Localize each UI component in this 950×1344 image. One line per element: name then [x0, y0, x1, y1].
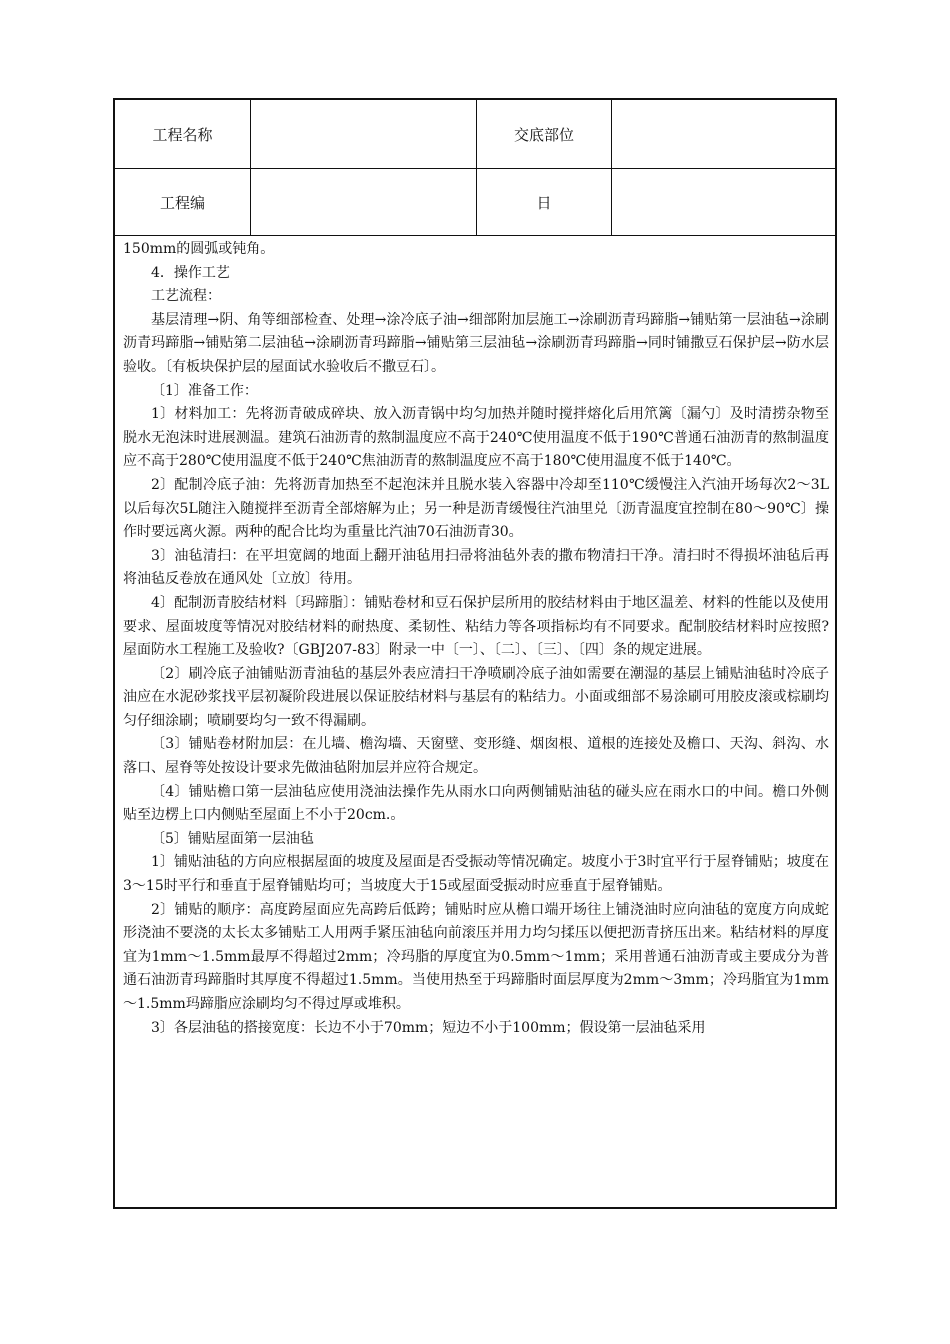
header-divider: [115, 235, 835, 236]
paragraph: 1〕铺贴油毡的方向应根据屋面的坡度及屋面是否受振动等情况确定。坡度小于3时宜平行于屋脊铺贴；坡度在3～15时平行和垂直于屋脊铺贴均可；当坡度大于15或屋面受振动时应垂直于屋脊铺贴。: [123, 854, 829, 895]
project-name-label: 工程名称: [152, 125, 213, 144]
project-number-label: 工程编: [159, 194, 205, 212]
paragraph: 150mm的圆弧或钝角。: [123, 241, 275, 257]
header-table: [115, 100, 835, 236]
paragraph: 3〕各层油毡的搭接宽度：长边不小于70mm；短边不小于100mm；假设第一层油毡采用: [151, 1019, 706, 1036]
project-name-value: [251, 100, 476, 168]
handover-part-label: 交底部位: [513, 125, 574, 144]
date-value: [612, 169, 835, 236]
section-heading: 4．操作工艺: [151, 264, 230, 281]
paragraph: 〔3〕铺贴卷材附加层：在儿墙、檐沟墙、天窗壁、变形缝、烟囱根、道根的连接处及檐口、天沟、斜沟、水落口、屋脊等处按设计要求先做油毡附加层并应符合规定。: [123, 736, 829, 777]
paragraph: 2〕配制冷底子油：先将沥青加热至不起泡沫并且脱水装入容器中冷却至110℃缓慢注入汽油开场每次2～3L以后每次5L随注入随搅拌至沥青全部熔解为止；另一种是沥青缓慢往汽油里兑〔沥青温度宜控制在80～90℃〕操作时要远离火源。两种的配合比均为重量比汽油70石油沥青30。: [123, 476, 829, 541]
paragraph: 2〕铺贴的顺序：高度跨屋面应先高跨后低跨；铺贴时应从檐口端开场往上铺浇油时应向油毡的宽度方向成蛇形浇油不要浇的太长太多铺贴工人用两手紧压油毡向前滚压并用力均匀揉压以便把沥青挤压出来。粘结材料的厚度宜为1mm～1.5mm最厚不得超过2mm；冷玛脂的厚度宜为0.5mm～1mm；采用普通石油沥青或主要成分为普通石油沥青玛蹄脂时其厚度不得超过1.5mm。当使用热至于玛蹄脂时面层厚度为2mm～3mm；冷玛脂宜为1mm～1.5mm玛蹄脂应涂刷均匀不得过厚或堆积。: [123, 901, 829, 1012]
paragraph: 3〕油毡清扫：在平坦宽阔的地面上翻开油毡用扫帚将油毡外表的撒布物清扫干净。清扫时不得损坏油毡后再将油毡反卷放在通风处〔立放〕待用。: [123, 547, 829, 588]
handover-part-value: [612, 100, 835, 168]
paragraph: 4〕配制沥青胶结材料〔玛蹄脂〕：铺贴卷材和豆石保护层所用的胶结材料由于地区温差、材料的性能以及使用要求、屋面坡度等情况对胶结材料的耐热度、柔韧性、粘结力等各项指标均有不同要求。配制胶结材料时应按照?屋面防水工程施工及验收?〔GBJ207-83〕附录一中〔一〕、〔二〕、〔三〕、〔四〕条的规定进展。: [123, 594, 829, 659]
body-text: [123, 238, 829, 1040]
paragraph: 〔5〕铺贴屋面第一层油毡: [151, 830, 314, 847]
paragraph: 〔2〕刷冷底子油铺贴沥青油毡的基层外表应清扫干净喷刷冷底子油如需要在潮湿的基层上铺贴油毡时冷底子油应在水泥砂浆找平层初凝阶段进展以保证胶结材料与基层有的粘结力。小面或细部不易涂刷可用胶皮滚或棕刷均匀仔细涂刷；喷刷要均匀一致不得漏刷。: [123, 665, 829, 729]
paragraph: 基层清理→阴、角等细部检查、处理→涂冷底子油→细部附加层施工→涂刷沥青玛蹄脂→铺贴第一层油毡→涂刷沥青玛蹄脂→铺贴第二层油毡→涂刷沥青玛蹄脂→铺贴第三层油毡→涂刷沥青玛蹄脂→同时铺撒豆石保护层→防水层验收。〔有板块保护层的屋面试水验收后不撒豆石〕。: [123, 311, 829, 375]
paragraph: 〔1〕准备工作：: [151, 382, 258, 399]
paragraph: 工艺流程：: [151, 288, 221, 305]
header-divider: [115, 168, 835, 169]
document-frame: [113, 98, 837, 1209]
paragraph: 1〕材料加工：先将沥青破成碎块、放入沥青锅中均匀加热并随时搅拌熔化后用笊篱〔漏勺〕及时清捞杂物至脱水无泡沫时进展测温。建筑石油沥青的熬制温度应不高于240℃使用温度不低于190℃普通石油沥青的熬制温度应不高于280℃使用温度不低于240℃焦油沥青的熬制温度应不高于180℃使用温度不低于140℃。: [123, 406, 829, 470]
date-label: 日: [536, 194, 552, 212]
paragraph: 〔4〕铺贴檐口第一层油毡应使用浇油法操作先从雨水口向两侧铺贴油毡的碰头应在雨水口的中间。檐口外侧贴至边楞上口内侧贴至屋面上不小于20cm.。: [123, 783, 829, 824]
project-number-value: [251, 169, 476, 236]
